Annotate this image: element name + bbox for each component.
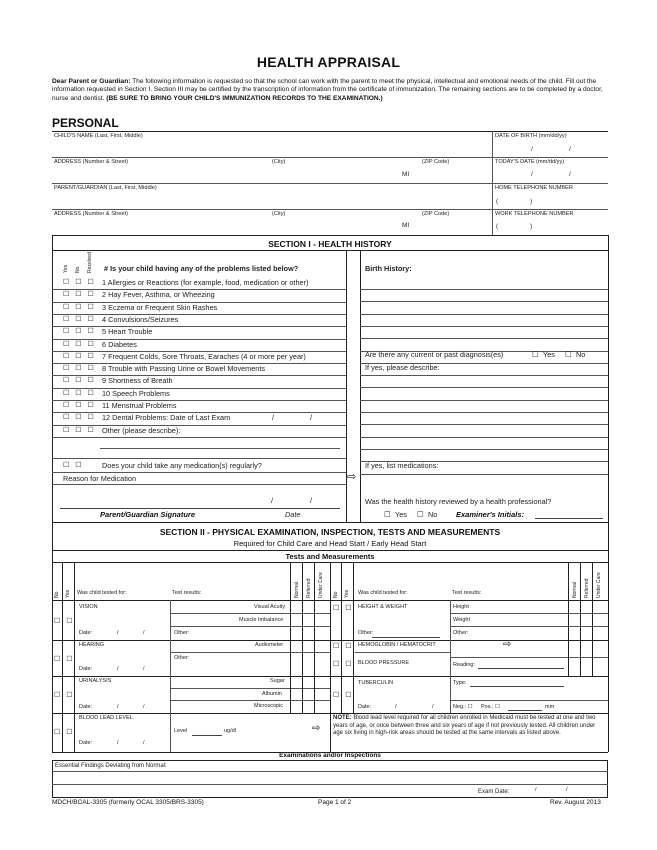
- section2-subheading: Required for Child Care and Head Start / Early Head Start: [233, 539, 427, 548]
- test-results-header: Test results:: [172, 590, 202, 596]
- item-checkboxes[interactable]: ☐ ☐ ☐: [63, 328, 96, 336]
- arrow-icon: ⇨: [347, 471, 357, 483]
- zip-label: (ZIP Code): [422, 211, 450, 217]
- exam-date-label: Exam Date:: [478, 789, 510, 795]
- date-slash: /: [271, 496, 274, 505]
- rule: [360, 412, 608, 413]
- health-item: 4 Convulsions/Seizures: [102, 314, 179, 324]
- item-checkboxes[interactable]: ☐ ☐ ☐: [63, 389, 96, 397]
- date-slash: /: [535, 787, 537, 793]
- rule: [450, 613, 608, 614]
- address-label: ADDRESS (Number & Street): [54, 159, 128, 165]
- mm-label: mm: [545, 704, 555, 710]
- rule: [360, 449, 608, 450]
- rule: [360, 474, 608, 475]
- child-name-label: CHILD'S NAME (Last, First, Middle): [54, 133, 143, 139]
- col-yes-header: Yes: [344, 589, 350, 598]
- rule: [52, 522, 608, 523]
- rule: [341, 562, 342, 713]
- rule: [52, 472, 346, 473]
- level-label: Level: [174, 728, 188, 734]
- col-normal-header: Normal: [294, 581, 300, 598]
- today-label: TODAY'S DATE (mm/dd/yy): [495, 159, 565, 165]
- date-slash: /: [569, 146, 571, 153]
- date-label: Date:: [79, 704, 93, 710]
- hearing-checkboxes[interactable]: ☐ ☐: [54, 656, 75, 663]
- signature-label: Parent/Guardian Signature: [100, 510, 196, 519]
- paren: (: [496, 198, 499, 205]
- rule: [170, 613, 330, 614]
- date-label: Date:: [79, 740, 93, 746]
- list-meds-label: If yes, list medications:: [365, 461, 439, 470]
- audiometer-label: Audiometer: [255, 642, 284, 648]
- col-yes-header: Yes: [63, 264, 69, 273]
- date-slash: /: [143, 704, 145, 710]
- height-weight-label: HEIGHT & WEIGHT: [358, 604, 408, 610]
- col-referred-header: Referred: [306, 578, 312, 598]
- rule: [52, 314, 346, 315]
- item-checkboxes[interactable]: ☐ ☐ ☐: [63, 426, 96, 434]
- rule: [170, 700, 330, 701]
- rule: [52, 339, 346, 340]
- rule: [52, 388, 346, 389]
- diagnosis-yes-checkbox[interactable]: ☐: [532, 350, 539, 359]
- rule: [100, 448, 340, 449]
- date-label: Date:: [79, 630, 93, 636]
- rule: [52, 131, 608, 132]
- other-label: Other:: [358, 630, 374, 636]
- rule: [330, 562, 331, 752]
- blood-lead-label: BLOOD LEAD LEVEL: [79, 715, 133, 721]
- visual-acuity-label: Visual Acuity: [254, 604, 286, 610]
- date-slash: /: [117, 740, 119, 746]
- level-line: [192, 735, 222, 736]
- rule: [170, 652, 330, 653]
- rule: [360, 250, 361, 522]
- test-results-header: Test results:: [452, 590, 482, 596]
- item-checkboxes[interactable]: ☐ ☐ ☐: [63, 291, 96, 299]
- date-slash: /: [531, 171, 533, 178]
- tuberculin-checkboxes[interactable]: ☐ ☐: [333, 692, 354, 699]
- reason-label: Reason for Medication: [63, 474, 137, 483]
- rule: [52, 250, 608, 251]
- col-under-care-header: Under Care: [596, 572, 602, 598]
- item-checkboxes[interactable]: ☐ ☐ ☐: [63, 365, 96, 373]
- rule: [170, 688, 330, 689]
- rule: [52, 458, 346, 459]
- date-label: Date: [285, 510, 301, 519]
- col-no-header: No: [54, 591, 60, 598]
- city-label: (City): [272, 211, 286, 217]
- date-slash: /: [531, 146, 533, 153]
- form-number: MDCH/BCAL-3305 (formerly OCAL 3305/BRS-3305): [52, 799, 204, 806]
- rule: [592, 562, 593, 676]
- rule: [52, 784, 608, 785]
- other-label: Other:: [453, 630, 469, 636]
- arrow-icon: ⇨: [503, 639, 512, 650]
- address-label: ADDRESS (Number & Street): [54, 211, 128, 217]
- reviewed-no-label: No: [428, 510, 438, 519]
- weight-label: Weight: [453, 617, 471, 623]
- col-normal-header: Normal: [572, 581, 578, 598]
- zip-label: (ZIP Code): [422, 159, 450, 165]
- section1-heading: SECTION I - HEALTH HISTORY: [268, 239, 392, 249]
- findings-label: Essential Findings Deviating from Normal:: [55, 763, 167, 769]
- page-number: Page 1 of 2: [318, 799, 352, 806]
- rule: [353, 562, 354, 713]
- personal-heading: PERSONAL: [52, 116, 119, 130]
- rule: [52, 235, 608, 236]
- health-item: 9 Shortness of Breath: [102, 376, 173, 386]
- describe-label: If yes, please describe:: [365, 363, 440, 372]
- other-label: Other:: [174, 655, 190, 661]
- rule: [360, 338, 608, 339]
- item-checkboxes[interactable]: ☐ ☐ ☐: [63, 352, 96, 360]
- item-checkboxes[interactable]: ☐ ☐ ☐: [63, 414, 96, 422]
- hearing-label: HEARING: [79, 642, 105, 648]
- dob-label: DATE OF BIRTH (mm/dd/yy): [495, 133, 567, 139]
- rule: [568, 562, 569, 676]
- vision-checkboxes[interactable]: ☐ ☐: [54, 618, 75, 625]
- tested-for-header: Was child tested for:: [77, 590, 127, 596]
- examiner-label: Examiner's Initials:: [456, 510, 525, 519]
- item-checkboxes[interactable]: ☐ ☐ ☐: [63, 315, 96, 323]
- exam-heading: Examinations and/or Inspections: [279, 752, 381, 759]
- blood-lead-note: NOTE: Blood lead level required for all children enrolled in Medicaid must be tested at one and two years of age, or once between three and six years of age if not previously tested. All children under age six living in high-risk areas should be tested at the same intervals as listed above.: [333, 715, 596, 737]
- section1-question: # Is your child having any of the problems listed below?: [104, 264, 299, 273]
- urinalysis-label: URINALYSIS: [79, 678, 112, 684]
- rule: [450, 600, 451, 713]
- date-slash: /: [310, 496, 313, 505]
- rule: [360, 314, 608, 315]
- date-slash: /: [117, 630, 119, 636]
- health-item: Other (please describe):: [102, 425, 181, 435]
- rule: [580, 562, 581, 676]
- tests-heading: Tests and Measurements: [285, 552, 375, 561]
- medication-checkboxes[interactable]: ☐ ☐: [63, 462, 84, 469]
- rule: [302, 562, 303, 713]
- work-phone-label: WORK TELEPHONE NUMBER: [495, 211, 574, 217]
- date-slash: /: [143, 740, 145, 746]
- health-item: 6 Diabetes: [102, 339, 137, 349]
- col-no-header: No: [333, 591, 339, 598]
- health-item: 10 Speech Problems: [102, 388, 170, 398]
- tuberculin-label: TUBERCULIN: [358, 680, 394, 686]
- rule: [450, 657, 608, 658]
- health-item: 1 Allergies or Reactions (for example, food, medication or other): [102, 278, 309, 287]
- home-phone-label: HOME TELEPHONE NUMBER: [495, 185, 573, 191]
- col-no-header: No: [75, 266, 81, 273]
- rule: [355, 652, 450, 653]
- date-slash: /: [432, 704, 434, 710]
- blood-pressure-checkboxes[interactable]: ☐ ☐: [333, 661, 354, 668]
- rule: [52, 400, 346, 401]
- date-slash: /: [566, 787, 568, 793]
- rule: [52, 209, 608, 210]
- rule: [52, 550, 608, 551]
- col-under-care-header: Under Care: [318, 572, 324, 598]
- state-value: MI: [402, 171, 410, 178]
- rule: [52, 235, 53, 522]
- col-yes-header: Yes: [65, 589, 71, 598]
- rule: [360, 387, 608, 388]
- reviewed-yes-checkbox[interactable]: ☐: [384, 510, 391, 519]
- item-checkboxes[interactable]: ☐ ☐ ☐: [63, 279, 96, 286]
- birth-history-label: Birth History:: [365, 264, 412, 273]
- rule: [52, 326, 346, 327]
- health-item: 8 Trouble with Passing Urine or Bowel Movements: [102, 364, 266, 374]
- diagnosis-yes-label: Yes: [543, 350, 555, 359]
- item-checkboxes[interactable]: ☐ ☐ ☐: [63, 402, 96, 409]
- state-value: MI: [402, 222, 410, 229]
- blood-pressure-label: BLOOD PRESSURE: [358, 660, 410, 666]
- date-slash: /: [310, 413, 313, 423]
- rule: [360, 424, 608, 425]
- rule: [52, 771, 608, 772]
- vision-label: VISION: [79, 604, 98, 610]
- tested-for-header: Was child tested for:: [358, 590, 408, 596]
- health-item: 2 Hay Fever, Asthma, or Wheezing: [102, 290, 215, 300]
- pos-checkbox[interactable]: Pos.: ☐: [481, 704, 500, 710]
- date-slash: /: [117, 704, 119, 710]
- form-title: HEALTH APPRAISAL: [256, 54, 401, 70]
- rule: [450, 626, 608, 627]
- revision-date: Rev. August 2013: [550, 799, 601, 806]
- diagnosis-no-label: No: [576, 350, 586, 359]
- paren: (: [496, 223, 499, 230]
- rule: [360, 301, 608, 302]
- rule: [170, 600, 171, 752]
- rule: [52, 157, 608, 158]
- reviewed-question: Was the health history reviewed by a health professional?: [365, 497, 552, 506]
- urinalysis-checkboxes[interactable]: ☐ ☐: [54, 692, 75, 699]
- health-item: 12 Dental Problems: Date of Last Exam: [102, 413, 231, 423]
- health-item: 7 Frequent Colds, Sore Throats, Earaches (4 or more per year): [102, 351, 306, 361]
- diagnosis-no-checkbox[interactable]: ☐: [565, 350, 572, 359]
- rule: [450, 700, 608, 701]
- city-label: (City): [272, 159, 286, 165]
- rule: [290, 562, 291, 713]
- health-item: 3 Eczema or Frequent Skin Rashes: [102, 302, 218, 312]
- rule: [52, 425, 346, 426]
- hemoglobin-checkboxes[interactable]: ☐ ☐: [333, 643, 354, 650]
- neg-checkbox[interactable]: Neg.: ☐: [453, 704, 473, 710]
- paren: ): [530, 198, 533, 205]
- rule: [360, 289, 608, 290]
- rule: [52, 484, 346, 485]
- col-resolved-header: Resolved: [87, 252, 93, 273]
- date-slash: /: [143, 630, 145, 636]
- mm-line: [508, 710, 542, 711]
- parent-name-label: PARENT/GUARDIAN (Last, First, Middle): [54, 185, 157, 191]
- rule: [52, 522, 53, 752]
- microscopic-label: Microscopic: [254, 703, 284, 709]
- rule: [360, 326, 608, 327]
- date-slash: /: [143, 666, 145, 672]
- rule: [52, 375, 346, 376]
- reviewed-yes-label: Yes: [395, 510, 407, 519]
- rule: [608, 235, 609, 522]
- date-slash: /: [272, 413, 275, 423]
- muscle-imbalance-label: Muscle Imbalance: [239, 617, 284, 623]
- arrow-icon: ⇨: [312, 723, 321, 734]
- signature-line: [60, 508, 340, 509]
- reading-line: [478, 668, 564, 669]
- height-label: Height: [453, 604, 469, 610]
- date-slash: /: [395, 704, 397, 710]
- date-label: Date:: [358, 704, 372, 710]
- medication-question: Does your child take any medication(s) regularly?: [102, 461, 262, 470]
- other-label: Other:: [174, 630, 190, 636]
- rule: [314, 562, 315, 713]
- initials-line: [535, 518, 603, 519]
- blood-lead-checkboxes[interactable]: ☐ ☐: [54, 729, 75, 736]
- rule: [360, 400, 608, 401]
- rule: [608, 522, 609, 752]
- diagnosis-question: Are there any current or past diagnosis(es): [365, 350, 504, 359]
- health-item: 11 Menstrual Problems: [102, 401, 177, 410]
- reviewed-no-checkbox[interactable]: ☐: [417, 510, 424, 519]
- ugdl-label: ug/dl: [224, 728, 236, 734]
- item-checkboxes[interactable]: ☐ ☐ ☐: [63, 340, 96, 348]
- type-line: [470, 686, 564, 687]
- rule: [360, 375, 608, 376]
- col-referred-header: Referred: [584, 578, 590, 598]
- type-label: Type:: [453, 680, 467, 686]
- height-weight-checkboxes[interactable]: ☐ ☐: [333, 605, 354, 612]
- sugar-label: Sugar: [270, 678, 285, 684]
- date-slash: /: [569, 171, 571, 178]
- albumin-label: Albumin: [262, 691, 282, 697]
- date-slash: /: [117, 666, 119, 672]
- rule: [492, 131, 493, 235]
- health-item: 5 Heart Trouble: [102, 327, 153, 337]
- rule: [360, 437, 608, 438]
- rule: [170, 626, 330, 627]
- rule: [52, 183, 608, 184]
- other-line: [372, 637, 440, 638]
- section2-heading: SECTION II - PHYSICAL EXAMINATION, INSPECTION, TESTS AND MEASUREMENTS: [159, 527, 501, 537]
- hemoglobin-label: HEMOGLOBIN / HEMATOCRIT: [358, 642, 436, 648]
- intro-text: Dear Parent or Guardian: The following information is requested so that the school can work with the parent to meet the physical, intellectual and emotional needs of the child. Fill out the information requested in Section I. Section III may be certified by the transcription of information from the certificate of immunization. The remaining sections are to be completed by a doctor, nurse and dentist. (BE SURE TO BRING YOUR CHILD'S IMMUNIZATION RECORDS TO THE EXAMINATION.): [52, 78, 603, 102]
- item-checkboxes[interactable]: ☐ ☐ ☐: [63, 377, 96, 385]
- item-checkboxes[interactable]: ☐ ☐ ☐: [63, 303, 96, 311]
- reading-label: Reading:: [453, 662, 476, 668]
- paren: ): [530, 223, 533, 230]
- rule: [52, 437, 346, 438]
- date-label: Date:: [79, 666, 93, 672]
